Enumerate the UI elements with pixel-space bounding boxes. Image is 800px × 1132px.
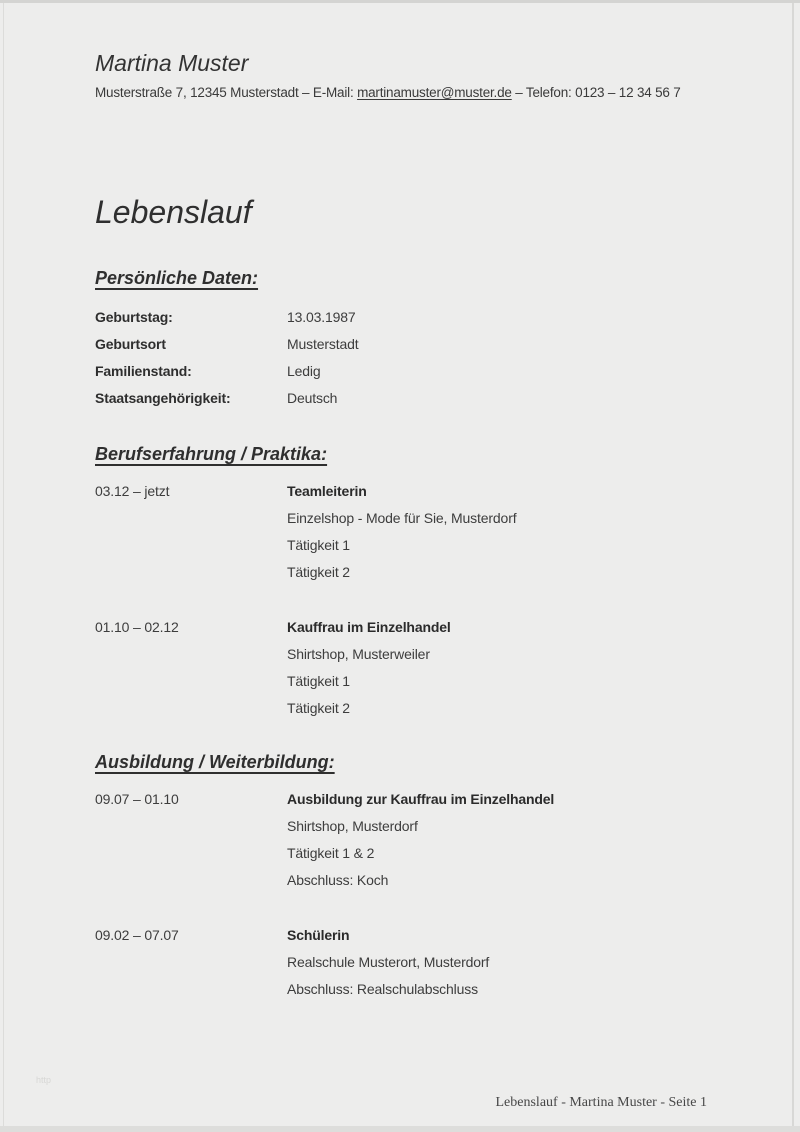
page-bottom-edge <box>0 1126 800 1132</box>
document-title: Lebenslauf <box>95 194 252 230</box>
email-link[interactable]: martinamuster@muster.de <box>357 85 512 100</box>
entry-line: Abschluss: Realschulabschluss <box>287 981 478 997</box>
entry-details <box>287 478 707 586</box>
entry-period: 09.02 – 07.07 <box>95 927 179 943</box>
entry-title: Ausbildung zur Kauffrau im Einzelhandel <box>287 791 555 807</box>
entry-details <box>287 922 707 1003</box>
page-footer-label: Lebenslauf - Martina Muster - Seite 1 <box>495 1095 707 1110</box>
page-left-edge <box>3 3 4 1132</box>
personal-row-marital-status <box>95 358 707 385</box>
section-heading-experience: Berufserfahrung / Praktika: <box>95 444 328 464</box>
personal-label: Familienstand: <box>95 363 192 379</box>
page-right-edge <box>792 3 794 1132</box>
personal-row-birthday <box>95 304 707 331</box>
entry-title: Kauffrau im Einzelhandel <box>287 619 451 635</box>
personal-value: Musterstadt <box>287 336 359 352</box>
contact-phone: – Telefon: 0123 – 12 34 56 7 <box>511 85 681 100</box>
entry-line: Shirtshop, Musterweiler <box>287 646 430 662</box>
entry-period: 09.07 – 01.10 <box>95 791 179 807</box>
personal-label: Geburtstag: <box>95 309 173 325</box>
entry-details <box>287 614 707 722</box>
entry-line: Einzelshop - Mode für Sie, Musterdorf <box>287 510 517 526</box>
entry-period: 01.10 – 02.12 <box>95 619 179 635</box>
entry-line: Shirtshop, Musterdorf <box>287 818 418 834</box>
personal-row-birthplace <box>95 331 707 358</box>
education-entry <box>95 922 707 1003</box>
entry-line: Tätigkeit 1 <box>287 537 350 553</box>
personal-value: 13.03.1987 <box>287 309 356 325</box>
experience-entry <box>95 478 707 586</box>
entry-line: Tätigkeit 2 <box>287 700 350 716</box>
entry-details <box>287 786 707 894</box>
entry-line: Tätigkeit 1 & 2 <box>287 845 375 861</box>
header <box>95 49 707 102</box>
personal-row-nationality <box>95 385 707 412</box>
watermark-text: http <box>36 1075 52 1085</box>
entry-period: 03.12 – jetzt <box>95 483 170 499</box>
contact-line <box>95 84 707 102</box>
experience-entry <box>95 614 707 722</box>
entry-line: Realschule Musterort, Musterdorf <box>287 954 490 970</box>
contact-address: Musterstraße 7, 12345 Musterstadt – E-Mail: <box>95 85 358 100</box>
personal-data-list <box>95 304 707 412</box>
education-entries <box>95 786 707 1003</box>
entry-line: Tätigkeit 2 <box>287 564 350 580</box>
entry-line: Tätigkeit 1 <box>287 673 350 689</box>
personal-value: Deutsch <box>287 390 338 406</box>
personal-label: Geburtsort <box>95 336 166 352</box>
entry-title: Schülerin <box>287 927 350 943</box>
entry-line: Abschluss: Koch <box>287 872 389 888</box>
section-heading-personal: Persönliche Daten: <box>95 268 259 288</box>
entry-title: Teamleiterin <box>287 483 367 499</box>
personal-label: Staatsangehörigkeit: <box>95 390 231 406</box>
person-name: Martina Muster <box>95 50 249 76</box>
personal-value: Ledig <box>287 363 321 379</box>
education-entry <box>95 786 707 894</box>
experience-entries <box>95 478 707 722</box>
section-heading-education: Ausbildung / Weiterbildung: <box>95 752 335 772</box>
